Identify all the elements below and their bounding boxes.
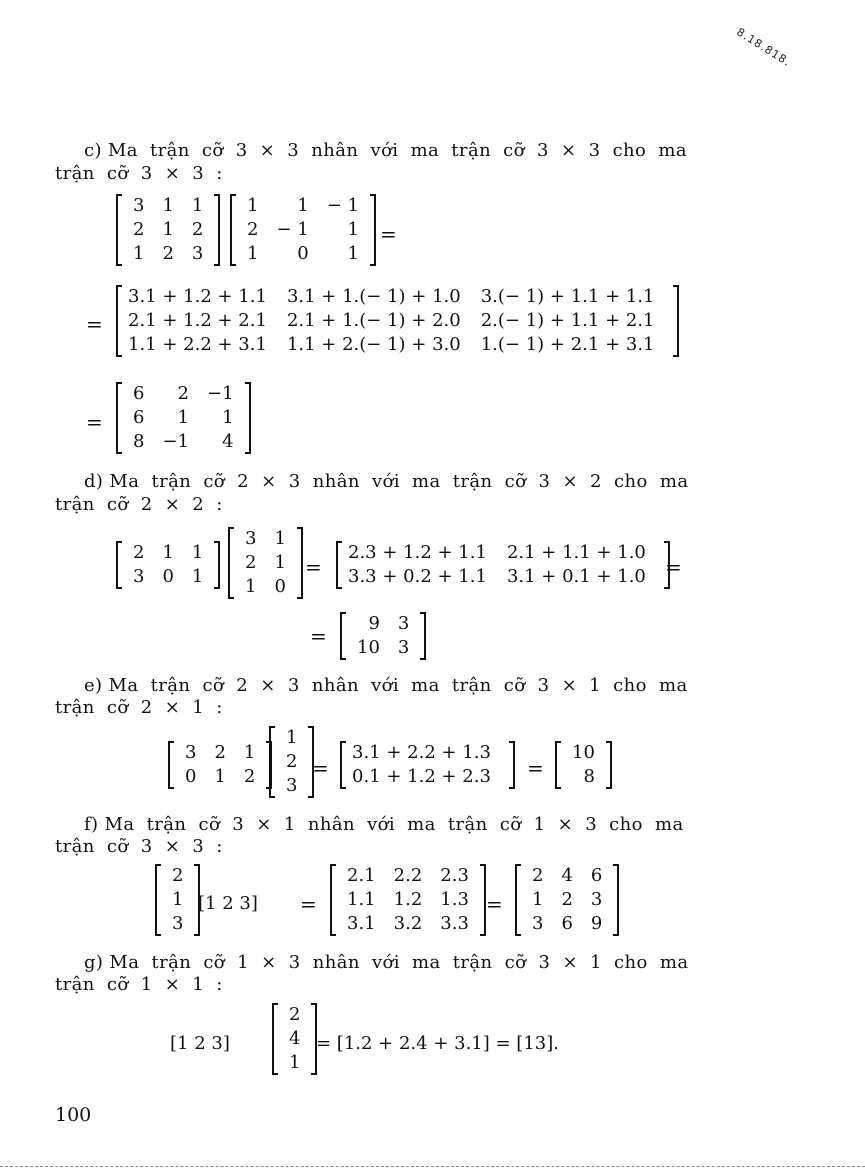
matrix-row bbox=[348, 612, 418, 636]
matrix-cell: 3.1 + 1.(− 1) + 1.0 bbox=[286, 286, 461, 307]
matrix-cell: 3 bbox=[133, 195, 145, 216]
matrix-cell: 2.1 + 1.1 + 1.0 bbox=[506, 542, 646, 563]
matrix-row bbox=[344, 565, 662, 589]
matrix-row bbox=[523, 912, 611, 936]
matrix-cell: 2 bbox=[177, 383, 189, 404]
matrix-cell: 1 bbox=[243, 742, 256, 763]
matrix-cell: 1 bbox=[172, 889, 184, 910]
section-e-label: e) bbox=[84, 675, 103, 696]
matrix-cell: 3 bbox=[532, 913, 544, 934]
matrix-cell: 2.1 + 1.(− 1) + 2.0 bbox=[286, 310, 461, 331]
matrix-cell: 3.2 bbox=[393, 913, 423, 934]
matrix-cell: 6 bbox=[133, 383, 145, 404]
equals-sign: = bbox=[300, 892, 317, 916]
equals-sign: = bbox=[305, 555, 322, 579]
equals-sign: = bbox=[86, 410, 103, 434]
matrix-cell: 1.3 bbox=[440, 889, 469, 910]
matrix-cell: 2.3 + 1.2 + 1.1 bbox=[348, 542, 487, 563]
section-d-text: Ma trận cỡ 2 × 3 nhân với ma trận cỡ 3 × 2 cho ma bbox=[109, 471, 689, 492]
matrix-row bbox=[163, 912, 192, 936]
page-bottom-rule bbox=[0, 1166, 865, 1167]
section-c-result-matrix bbox=[116, 382, 251, 454]
matrix-cell: −1 bbox=[207, 383, 234, 404]
matrix-row bbox=[348, 636, 418, 660]
matrix-cell: 1 bbox=[191, 542, 204, 563]
section-d-heading bbox=[84, 471, 688, 492]
equals-sign: = bbox=[86, 312, 103, 336]
matrix-row bbox=[348, 741, 507, 765]
matrix-cell: 1 bbox=[222, 407, 234, 428]
matrix-cell: 0 bbox=[297, 243, 309, 264]
section-g-heading bbox=[84, 952, 688, 973]
equals-sign: = bbox=[527, 756, 544, 780]
page-number: 100 bbox=[55, 1104, 92, 1126]
matrix-row bbox=[124, 333, 671, 357]
matrix-cell: 8 bbox=[133, 431, 145, 452]
section-f-matrix-a bbox=[155, 864, 200, 936]
matrix-cell: 1 bbox=[286, 727, 298, 748]
section-d-matrix-a bbox=[116, 541, 220, 589]
matrix-cell: 3 bbox=[133, 566, 145, 587]
matrix-cell: − 1 bbox=[326, 195, 359, 216]
matrix-cell: 2 bbox=[245, 552, 257, 573]
matrix-row bbox=[523, 888, 611, 912]
matrix-cell: 2.1 + 1.2 + 2.1 bbox=[128, 310, 267, 331]
matrix-cell: −1 bbox=[162, 431, 189, 452]
matrix-cell: 8 bbox=[583, 766, 595, 787]
matrix-cell: 3.1 + 1.2 + 1.1 bbox=[128, 286, 267, 307]
matrix-cell: 0 bbox=[185, 766, 197, 787]
matrix-row bbox=[124, 309, 671, 333]
matrix-cell: 9 bbox=[368, 613, 380, 634]
matrix-cell: 4 bbox=[222, 431, 234, 452]
equals-sign: = bbox=[665, 555, 682, 579]
matrix-row bbox=[563, 741, 604, 765]
matrix-cell: 6 bbox=[561, 913, 573, 934]
matrix-cell: 2 bbox=[532, 865, 544, 886]
matrix-cell: 1.2 bbox=[393, 889, 423, 910]
matrix-row bbox=[238, 194, 368, 218]
matrix-cell: 2 bbox=[243, 766, 256, 787]
matrix-cell: 1 bbox=[532, 889, 544, 910]
matrix-row bbox=[163, 864, 192, 888]
matrix-row bbox=[236, 527, 295, 551]
matrix-cell: 2.(− 1) + 1.1 + 2.1 bbox=[480, 310, 655, 331]
matrix-cell: 9 bbox=[590, 913, 603, 934]
matrix-row bbox=[236, 551, 295, 575]
matrix-row bbox=[563, 765, 604, 789]
matrix-cell: 1 bbox=[214, 766, 226, 787]
matrix-cell: 2 bbox=[172, 865, 184, 886]
matrix-row bbox=[277, 750, 306, 774]
matrix-row bbox=[124, 242, 212, 266]
section-c-text: Ma trận cỡ 3 × 3 nhân với ma trận cỡ 3 × 3 cho ma bbox=[107, 140, 688, 161]
matrix-cell: 0 bbox=[162, 566, 174, 587]
matrix-cell: 1 bbox=[247, 243, 259, 264]
matrix-row bbox=[277, 774, 306, 798]
matrix-cell: 3 bbox=[286, 775, 298, 796]
equals-sign: = bbox=[312, 756, 329, 780]
section-g-heading-cont: trận cỡ 1 × 1 : bbox=[55, 974, 223, 995]
matrix-cell: 1 bbox=[162, 542, 174, 563]
matrix-row bbox=[338, 912, 478, 936]
matrix-cell: 2.2 bbox=[393, 865, 423, 886]
matrix-cell: 1 bbox=[297, 195, 309, 216]
matrix-row bbox=[344, 541, 662, 565]
matrix-cell: 3.(− 1) + 1.1 + 1.1 bbox=[480, 286, 655, 307]
section-e-heading bbox=[84, 675, 688, 696]
matrix-cell: 10 bbox=[357, 637, 380, 658]
matrix-cell: 1 bbox=[347, 243, 359, 264]
section-g-text: Ma trận cỡ 1 × 3 nhân với ma trận cỡ 3 × 1 cho ma bbox=[109, 952, 689, 973]
matrix-cell: 2 bbox=[286, 751, 298, 772]
matrix-cell: 4 bbox=[561, 865, 573, 886]
matrix-cell: 1 bbox=[347, 219, 359, 240]
matrix-cell: 2.1 bbox=[347, 865, 376, 886]
matrix-cell: − 1 bbox=[276, 219, 309, 240]
section-e-matrix-a bbox=[168, 741, 272, 789]
section-f-result-matrix bbox=[515, 864, 619, 936]
matrix-row bbox=[124, 218, 212, 242]
matrix-cell: 1 bbox=[162, 195, 174, 216]
matrix-cell: 3 bbox=[172, 913, 184, 934]
matrix-cell: 2 bbox=[133, 542, 145, 563]
matrix-cell: 2 bbox=[289, 1004, 301, 1025]
section-c-heading-cont: trận cỡ 3 × 3 : bbox=[55, 163, 223, 184]
matrix-row bbox=[280, 1003, 309, 1027]
section-c-label: c) bbox=[84, 140, 102, 161]
section-d-label: d) bbox=[84, 471, 104, 492]
matrix-cell: 2 bbox=[214, 742, 226, 763]
matrix-cell: 3.3 bbox=[440, 913, 469, 934]
matrix-row bbox=[280, 1051, 309, 1075]
matrix-cell: 0 bbox=[274, 576, 286, 597]
section-d-heading-cont: trận cỡ 2 × 2 : bbox=[55, 494, 223, 515]
matrix-row bbox=[338, 864, 478, 888]
matrix-row bbox=[348, 765, 507, 789]
section-e-matrix-b bbox=[269, 726, 314, 798]
matrix-row bbox=[124, 430, 243, 454]
matrix-cell: 3.1 + 2.2 + 1.3 bbox=[352, 742, 491, 763]
matrix-row bbox=[338, 888, 478, 912]
matrix-cell: 3.1 bbox=[347, 913, 376, 934]
matrix-cell: 1.1 bbox=[347, 889, 376, 910]
matrix-cell: 3 bbox=[397, 613, 410, 634]
matrix-cell: 1 bbox=[177, 407, 189, 428]
section-f-text: Ma trận cỡ 3 × 1 nhân với ma trận cỡ 1 × 3 cho ma bbox=[104, 814, 684, 835]
matrix-cell: 2 bbox=[561, 889, 573, 910]
section-f-label: f) bbox=[84, 814, 99, 835]
matrix-row bbox=[124, 382, 243, 406]
matrix-cell: 2 bbox=[162, 243, 174, 264]
section-f-product-expansion bbox=[330, 864, 486, 936]
matrix-cell: 2 bbox=[191, 219, 204, 240]
matrix-cell: 1 bbox=[191, 195, 204, 216]
matrix-row bbox=[280, 1027, 309, 1051]
section-f-heading-cont: trận cỡ 3 × 3 : bbox=[55, 836, 223, 857]
matrix-row bbox=[124, 565, 212, 589]
matrix-cell: 3 bbox=[397, 637, 410, 658]
matrix-row bbox=[523, 864, 611, 888]
equals-sign: = bbox=[310, 624, 327, 648]
matrix-cell: 3 bbox=[185, 742, 197, 763]
section-f-row-vector: [1 2 3] bbox=[198, 893, 258, 914]
matrix-cell: 1 bbox=[274, 528, 286, 549]
equals-sign: = bbox=[380, 222, 397, 246]
section-g-result: = [1.2 + 2.4 + 3.1] = [13]. bbox=[316, 1033, 559, 1054]
section-c-product-expansion bbox=[116, 285, 679, 357]
matrix-row bbox=[163, 888, 192, 912]
section-e-result-matrix bbox=[555, 741, 612, 789]
matrix-row bbox=[236, 575, 295, 599]
matrix-cell: 1 bbox=[245, 576, 257, 597]
matrix-row bbox=[176, 765, 264, 789]
section-e-heading-cont: trận cỡ 2 × 1 : bbox=[55, 697, 223, 718]
matrix-row bbox=[238, 242, 368, 266]
matrix-cell: 1 bbox=[289, 1052, 301, 1073]
section-d-matrix-b bbox=[228, 527, 303, 599]
matrix-cell: 1.(− 1) + 2.1 + 3.1 bbox=[480, 334, 655, 355]
section-d-product-expansion bbox=[336, 541, 670, 589]
matrix-cell: 10 bbox=[572, 742, 595, 763]
section-c-matrix-a bbox=[116, 194, 220, 266]
matrix-row bbox=[124, 285, 671, 309]
matrix-cell: 1.1 + 2.(− 1) + 3.0 bbox=[286, 334, 461, 355]
matrix-row bbox=[124, 194, 212, 218]
matrix-row bbox=[238, 218, 368, 242]
matrix-cell: 0.1 + 1.2 + 2.3 bbox=[352, 766, 491, 787]
matrix-cell: 2.3 bbox=[440, 865, 469, 886]
matrix-cell: 1 bbox=[274, 552, 286, 573]
matrix-row bbox=[277, 726, 306, 750]
matrix-cell: 1 bbox=[247, 195, 259, 216]
library-stamp: 8.18.818. bbox=[734, 25, 794, 70]
section-c-heading bbox=[84, 140, 687, 161]
matrix-cell: 3 bbox=[245, 528, 257, 549]
matrix-row bbox=[124, 406, 243, 430]
section-f-heading bbox=[84, 814, 684, 835]
matrix-cell: 6 bbox=[133, 407, 145, 428]
matrix-cell: 2 bbox=[247, 219, 259, 240]
matrix-cell: 1 bbox=[191, 566, 204, 587]
matrix-cell: 3 bbox=[590, 889, 603, 910]
matrix-cell: 1 bbox=[133, 243, 145, 264]
matrix-cell: 3.3 + 0.2 + 1.1 bbox=[348, 566, 487, 587]
matrix-cell: 6 bbox=[590, 865, 603, 886]
section-d-result-matrix bbox=[340, 612, 426, 660]
matrix-cell: 1 bbox=[162, 219, 174, 240]
section-g-row-vector: [1 2 3] bbox=[170, 1033, 230, 1054]
matrix-cell: 3 bbox=[191, 243, 204, 264]
matrix-cell: 1.1 + 2.2 + 3.1 bbox=[128, 334, 267, 355]
matrix-row bbox=[176, 741, 264, 765]
section-g-column-vector bbox=[272, 1003, 317, 1075]
equals-sign: = bbox=[486, 892, 503, 916]
matrix-cell: 2 bbox=[133, 219, 145, 240]
matrix-cell: 3.1 + 0.1 + 1.0 bbox=[506, 566, 646, 587]
section-e-product-expansion bbox=[340, 741, 515, 789]
matrix-row bbox=[124, 541, 212, 565]
section-c-matrix-b bbox=[230, 194, 376, 266]
section-e-text: Ma trận cỡ 2 × 3 nhân với ma trận cỡ 3 × 1 cho ma bbox=[108, 675, 688, 696]
section-g-label: g) bbox=[84, 952, 104, 973]
matrix-cell: 4 bbox=[289, 1028, 301, 1049]
